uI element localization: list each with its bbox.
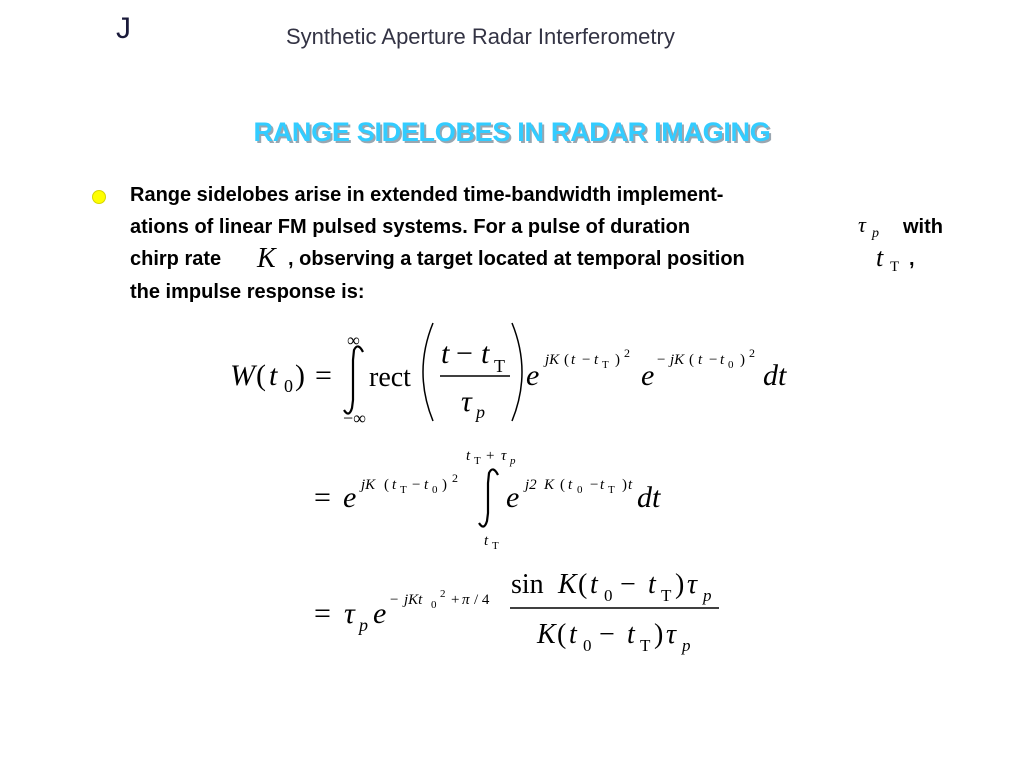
svg-text:t: t — [392, 477, 397, 493]
svg-text:T: T — [608, 484, 615, 496]
svg-text:0: 0 — [583, 636, 592, 655]
svg-text:τ: τ — [501, 448, 507, 464]
bullet-line-1: Range sidelobes arise in extended time-bandwidth implement- — [130, 184, 724, 206]
svg-text:t: t — [720, 352, 725, 368]
logo-mark: J — [116, 12, 131, 45]
svg-text:T: T — [494, 356, 505, 376]
svg-text:(: ( — [578, 569, 588, 600]
bullet-line-3-end: , — [909, 248, 915, 270]
svg-text:T: T — [492, 540, 499, 552]
svg-text:0: 0 — [432, 484, 438, 496]
svg-text:0: 0 — [577, 484, 583, 496]
svg-text:jK: jK — [361, 477, 376, 493]
svg-text:K: K — [558, 569, 577, 600]
svg-text:T: T — [640, 636, 651, 655]
svg-text:): ) — [622, 477, 627, 493]
svg-text:0: 0 — [604, 586, 613, 605]
svg-text:−: − — [599, 619, 615, 650]
svg-text:sin: sin — [511, 569, 544, 600]
svg-text:e: e — [641, 359, 655, 392]
svg-text:=: = — [315, 359, 332, 392]
svg-text:t: t — [600, 477, 605, 493]
svg-text:0: 0 — [431, 599, 437, 611]
svg-text:t: t — [628, 477, 633, 493]
svg-text:T: T — [474, 455, 481, 467]
svg-text:2: 2 — [749, 346, 755, 360]
svg-text:T: T — [400, 484, 407, 496]
presentation-title: Synthetic Aperture Radar Interferometry — [286, 24, 675, 49]
svg-text:): ) — [740, 352, 745, 368]
svg-text:t: t — [571, 352, 576, 368]
svg-text:τ: τ — [666, 619, 677, 650]
svg-text:j2: j2 — [525, 477, 537, 493]
svg-text:τ: τ — [461, 385, 472, 418]
slide-title: RANGE SIDELOBES IN RADAR IMAGING — [253, 117, 771, 147]
svg-text:/ 4: / 4 — [474, 592, 490, 608]
equation-2 — [314, 448, 661, 552]
inline-tau: τ — [858, 212, 866, 237]
svg-text:−: − — [709, 352, 718, 368]
svg-text:2: 2 — [440, 588, 446, 600]
svg-text:−: − — [456, 337, 473, 370]
bullet-line-3: chirp rate — [130, 248, 222, 270]
svg-text:t: t — [594, 352, 599, 368]
svg-text:K: K — [544, 477, 555, 493]
svg-text:t: t — [627, 619, 635, 650]
svg-text:jKt: jKt — [404, 592, 423, 608]
svg-text:t: t — [424, 477, 429, 493]
svg-text:+: + — [486, 448, 495, 464]
svg-text:t: t — [568, 477, 573, 493]
inline-chirp-K: K — [257, 243, 276, 274]
bullet-line-4: the impulse response is: — [130, 281, 365, 303]
svg-text:(: ( — [557, 619, 567, 650]
svg-text:): ) — [442, 477, 447, 493]
svg-text:−: − — [412, 477, 421, 493]
svg-text:τ: τ — [687, 569, 698, 600]
svg-text:e: e — [343, 481, 357, 514]
svg-text:): ) — [295, 359, 305, 392]
svg-text:K: K — [537, 619, 556, 650]
svg-text:t: t — [698, 352, 703, 368]
svg-text:): ) — [615, 352, 620, 368]
svg-text:W: W — [230, 359, 255, 392]
svg-text:e: e — [526, 359, 540, 392]
svg-text:(: ( — [689, 352, 694, 368]
svg-text:T: T — [602, 359, 609, 371]
svg-text:p: p — [476, 402, 485, 422]
svg-text:p: p — [703, 586, 712, 605]
svg-text:): ) — [675, 569, 685, 600]
svg-text:2: 2 — [624, 346, 630, 360]
svg-text:+: + — [451, 592, 460, 608]
svg-text:2: 2 — [452, 471, 458, 485]
svg-text:(: ( — [560, 477, 565, 493]
svg-text:=: = — [314, 481, 331, 514]
svg-text:jK: jK — [545, 352, 560, 368]
svg-text:−: − — [590, 477, 599, 493]
inline-t-sub-T: T — [890, 259, 900, 275]
svg-text:T: T — [661, 586, 672, 605]
svg-text:e: e — [506, 481, 520, 514]
equation-3 — [314, 569, 719, 655]
svg-text:−: − — [620, 569, 636, 600]
svg-text:t: t — [466, 448, 471, 464]
svg-text:−: − — [582, 352, 591, 368]
bullet-line-3-mid: , observing a target located at temporal position — [288, 248, 745, 270]
svg-text:p: p — [359, 615, 368, 635]
bullet-line-2-end: with — [903, 216, 943, 238]
inline-tau-sub-p: p — [872, 226, 879, 241]
bullet-line-2: ations of linear FM pulsed systems. For a pulse of duration — [130, 216, 691, 238]
svg-text:): ) — [654, 619, 664, 650]
svg-text:(: ( — [564, 352, 569, 368]
svg-text:e: e — [373, 597, 387, 630]
svg-text:t: t — [481, 337, 490, 370]
svg-text:rect: rect — [369, 362, 411, 393]
svg-text:0: 0 — [284, 376, 293, 396]
svg-text:−∞: −∞ — [343, 408, 366, 428]
svg-text:π: π — [462, 592, 470, 608]
equation-1 — [230, 323, 787, 428]
svg-text:p: p — [682, 636, 691, 655]
svg-text:=: = — [314, 597, 331, 630]
svg-text:dt: dt — [637, 481, 661, 514]
svg-text:τ: τ — [344, 597, 355, 630]
inline-t: t — [876, 243, 884, 272]
svg-text:t: t — [590, 569, 598, 600]
svg-text:dt: dt — [763, 359, 787, 392]
svg-text:p: p — [510, 455, 516, 467]
svg-text:∞: ∞ — [347, 330, 360, 350]
svg-text:jK: jK — [670, 352, 685, 368]
svg-text:t: t — [269, 359, 278, 392]
svg-text:t: t — [569, 619, 577, 650]
svg-text:t: t — [441, 337, 450, 370]
svg-text:0: 0 — [728, 359, 734, 371]
svg-text:t: t — [648, 569, 656, 600]
svg-text:−: − — [390, 592, 399, 608]
svg-text:(: ( — [384, 477, 389, 493]
svg-text:t: t — [484, 533, 489, 549]
svg-text:(: ( — [256, 359, 266, 392]
svg-text:−: − — [657, 352, 666, 368]
